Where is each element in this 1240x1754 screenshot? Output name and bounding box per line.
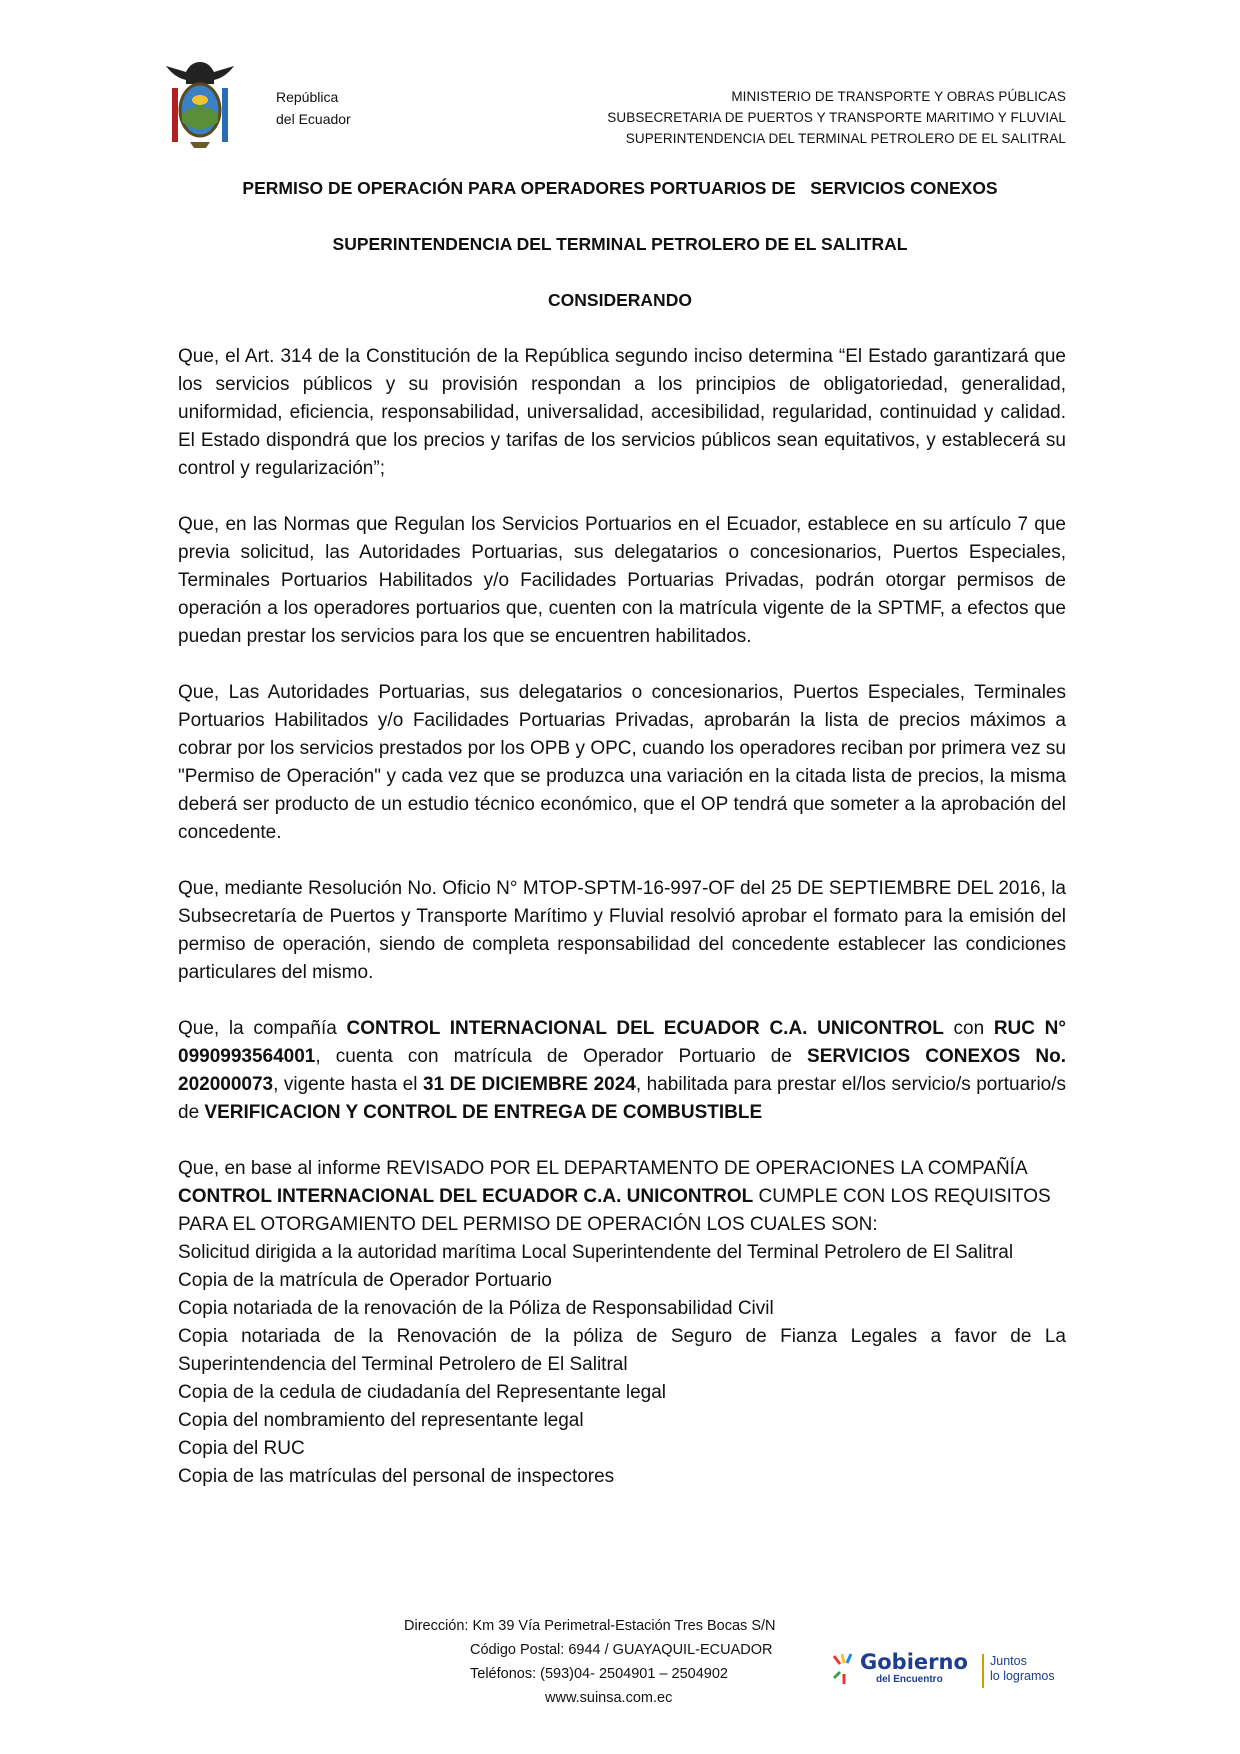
p6-company-name: CONTROL INTERNACIONAL DEL ECUADOR C.A. UNICONTROL bbox=[178, 1186, 754, 1207]
p6-text-c: CUMPLE CON LOS REQUISITOS PARA EL OTORGAMIENTO DEL PERMISO DE OPERACIÓN LOS CUALES SON: bbox=[178, 1186, 1051, 1235]
ecuador-coat-of-arms-icon bbox=[162, 58, 238, 150]
logo-text-del-encuentro: del Encuentro bbox=[876, 1674, 943, 1685]
document-body bbox=[178, 343, 1066, 1491]
requirement-7: Copia del RUC bbox=[178, 1438, 305, 1459]
requirement-1: Solicitud dirigida a la autoridad marítima Local Superintendente del Terminal Petrolero de El Salitral bbox=[178, 1242, 1014, 1263]
paragraph-4: Que, mediante Resolución No. Oficio N° MTOP-SPTM-16-997-OF del 25 DE SEPTIEMBRE DEL 2016, la Subsecretaría de Puertos y Transporte Marítimo y Fluvial resolvió aprobar el formato para la emisión del permiso de operación, siendo de completa responsabilidad del concedente establecer las condiciones particulares del mismo. bbox=[178, 878, 1066, 983]
paragraph-6 bbox=[178, 1155, 1066, 1239]
logo-separator bbox=[982, 1654, 984, 1688]
p5-company-name: CONTROL INTERNACIONAL DEL ECUADOR C.A. UNICONTROL bbox=[346, 1018, 944, 1039]
p5-text-e: , cuenta con matrícula de Operador Portuario de bbox=[315, 1046, 808, 1067]
footer-address: Dirección: Km 39 Vía Perimetral-Estación Tres Bocas S/N bbox=[404, 1618, 776, 1634]
footer-phones: Teléfonos: (593)04- 2504901 – 2504902 bbox=[470, 1666, 728, 1682]
p5-service: VERIFICACION Y CONTROL DE ENTREGA DE COMBUSTIBLE bbox=[204, 1102, 763, 1123]
republica-line-1: República bbox=[276, 89, 339, 105]
footer-website[interactable]: www.suinsa.com.ec bbox=[545, 1690, 673, 1706]
requirement-3: Copia notariada de la renovación de la Póliza de Responsabilidad Civil bbox=[178, 1298, 774, 1319]
republica-line-2: del Ecuador bbox=[276, 111, 351, 127]
gobierno-arrow-icon bbox=[832, 1652, 858, 1686]
ministry-header bbox=[607, 86, 1066, 149]
document-title: PERMISO DE OPERACIÓN PARA OPERADORES PORTUARIOS DE SERVICIOS CONEXOS bbox=[242, 178, 998, 198]
paragraph-5 bbox=[178, 1015, 1066, 1127]
p5-registration: SERVICIOS CONEXOS No. 202000073 bbox=[178, 1046, 1066, 1095]
logo-slogan bbox=[990, 1654, 1055, 1684]
p5-ruc: RUC N° 0990993564001 bbox=[178, 1018, 1066, 1067]
paragraph-2: Que, en las Normas que Regulan los Servicios Portuarios en el Ecuador, establece en su artículo 7 que previa solicitud, las Autoridades Portuarias, sus delegatarios o concesionarios, Puertos Especiales, Terminales Portuarios Habilitados y/o Facilidades Portuarias Privadas, podrán otorgar permisos de operación a los operadores portuarios que, cuenten con la matrícula vigente de la SPTMF, a efectos que puedan prestar los servicios para los que se encuentren habilitados. bbox=[178, 514, 1066, 647]
requirement-4: Copia notariada de la Renovación de la póliza de Seguro de Fianza Legales a favor de La Superintendencia del Terminal Petrolero de El Salitral bbox=[178, 1326, 1066, 1375]
footer-postal-code: Código Postal: 6944 / GUAYAQUIL-ECUADOR bbox=[470, 1642, 773, 1658]
p5-text-c: con bbox=[943, 1018, 994, 1039]
ministry-line-2: SUBSECRETARIA DE PUERTOS Y TRANSPORTE MARITIMO Y FLUVIAL bbox=[607, 110, 1066, 125]
document-subtitle: SUPERINTENDENCIA DEL TERMINAL PETROLERO DE EL SALITRAL bbox=[332, 234, 908, 254]
p5-expiry-date: 31 DE DICIEMBRE 2024 bbox=[422, 1074, 636, 1095]
ministry-line-1: MINISTERIO DE TRANSPORTE Y OBRAS PÚBLICAS bbox=[731, 89, 1066, 104]
logo-slogan-line-2: lo logramos bbox=[990, 1669, 1055, 1683]
paragraph-3: Que, Las Autoridades Portuarias, sus delegatarios o concesionarios, Puertos Especiales, Terminales Portuarios Habilitados y/o Facilidades Portuarias Privadas, aprobarán la lista de precios máximos a cobrar por los servicios prestados por los OPB y OPC, cuando los operadores reciban por primera vez su "Permiso de Operación" y cada vez que se produzca una variación en la citada lista de precios, la misma deberá ser producto de un estudio técnico económico, que el OP tendrá que someter a la aprobación del concedente. bbox=[178, 682, 1066, 843]
considerando-heading: CONSIDERANDO bbox=[548, 290, 692, 310]
logo-text-gobierno: Gobierno bbox=[860, 1650, 968, 1674]
p5-text-a: Que, la compañía bbox=[178, 1018, 347, 1039]
ministry-line-3: SUPERINTENDENCIA DEL TERMINAL PETROLERO DE EL SALITRAL bbox=[625, 131, 1066, 146]
logo-slogan-line-1: Juntos bbox=[990, 1654, 1027, 1668]
p5-text-i: , habilitada para prestar el/los servicio/s portuario/s de bbox=[178, 1074, 1067, 1123]
p5-text-g: , vigente hasta el bbox=[273, 1074, 423, 1095]
republica-label bbox=[276, 86, 351, 130]
gobierno-del-encuentro-logo bbox=[832, 1646, 1092, 1698]
requirement-2: Copia de la matrícula de Operador Portuario bbox=[178, 1270, 552, 1291]
requirement-8: Copia de las matrículas del personal de inspectores bbox=[178, 1466, 615, 1487]
footer-contact bbox=[390, 1614, 820, 1710]
paragraph-1: Que, el Art. 314 de la Constitución de la República segundo inciso determina “El Estado garantizará que los servicios públicos y su provisión respondan a los principios de obligatoriedad, generalidad, uniformidad, eficiencia, responsabilidad, universalidad, accesibilidad, regularidad, continuidad y calidad. El Estado dispondrá que los precios y tarifas de los servicios públicos sean equitativos, y establecerá su control y regularización”; bbox=[178, 346, 1066, 479]
requirement-6: Copia del nombramiento del representante legal bbox=[178, 1410, 584, 1431]
p6-text-a: Que, en base al informe REVISADO POR EL DEPARTAMENTO DE OPERACIONES LA COMPAÑÍA bbox=[178, 1158, 1027, 1179]
requirement-5: Copia de la cedula de ciudadanía del Representante legal bbox=[178, 1382, 667, 1403]
